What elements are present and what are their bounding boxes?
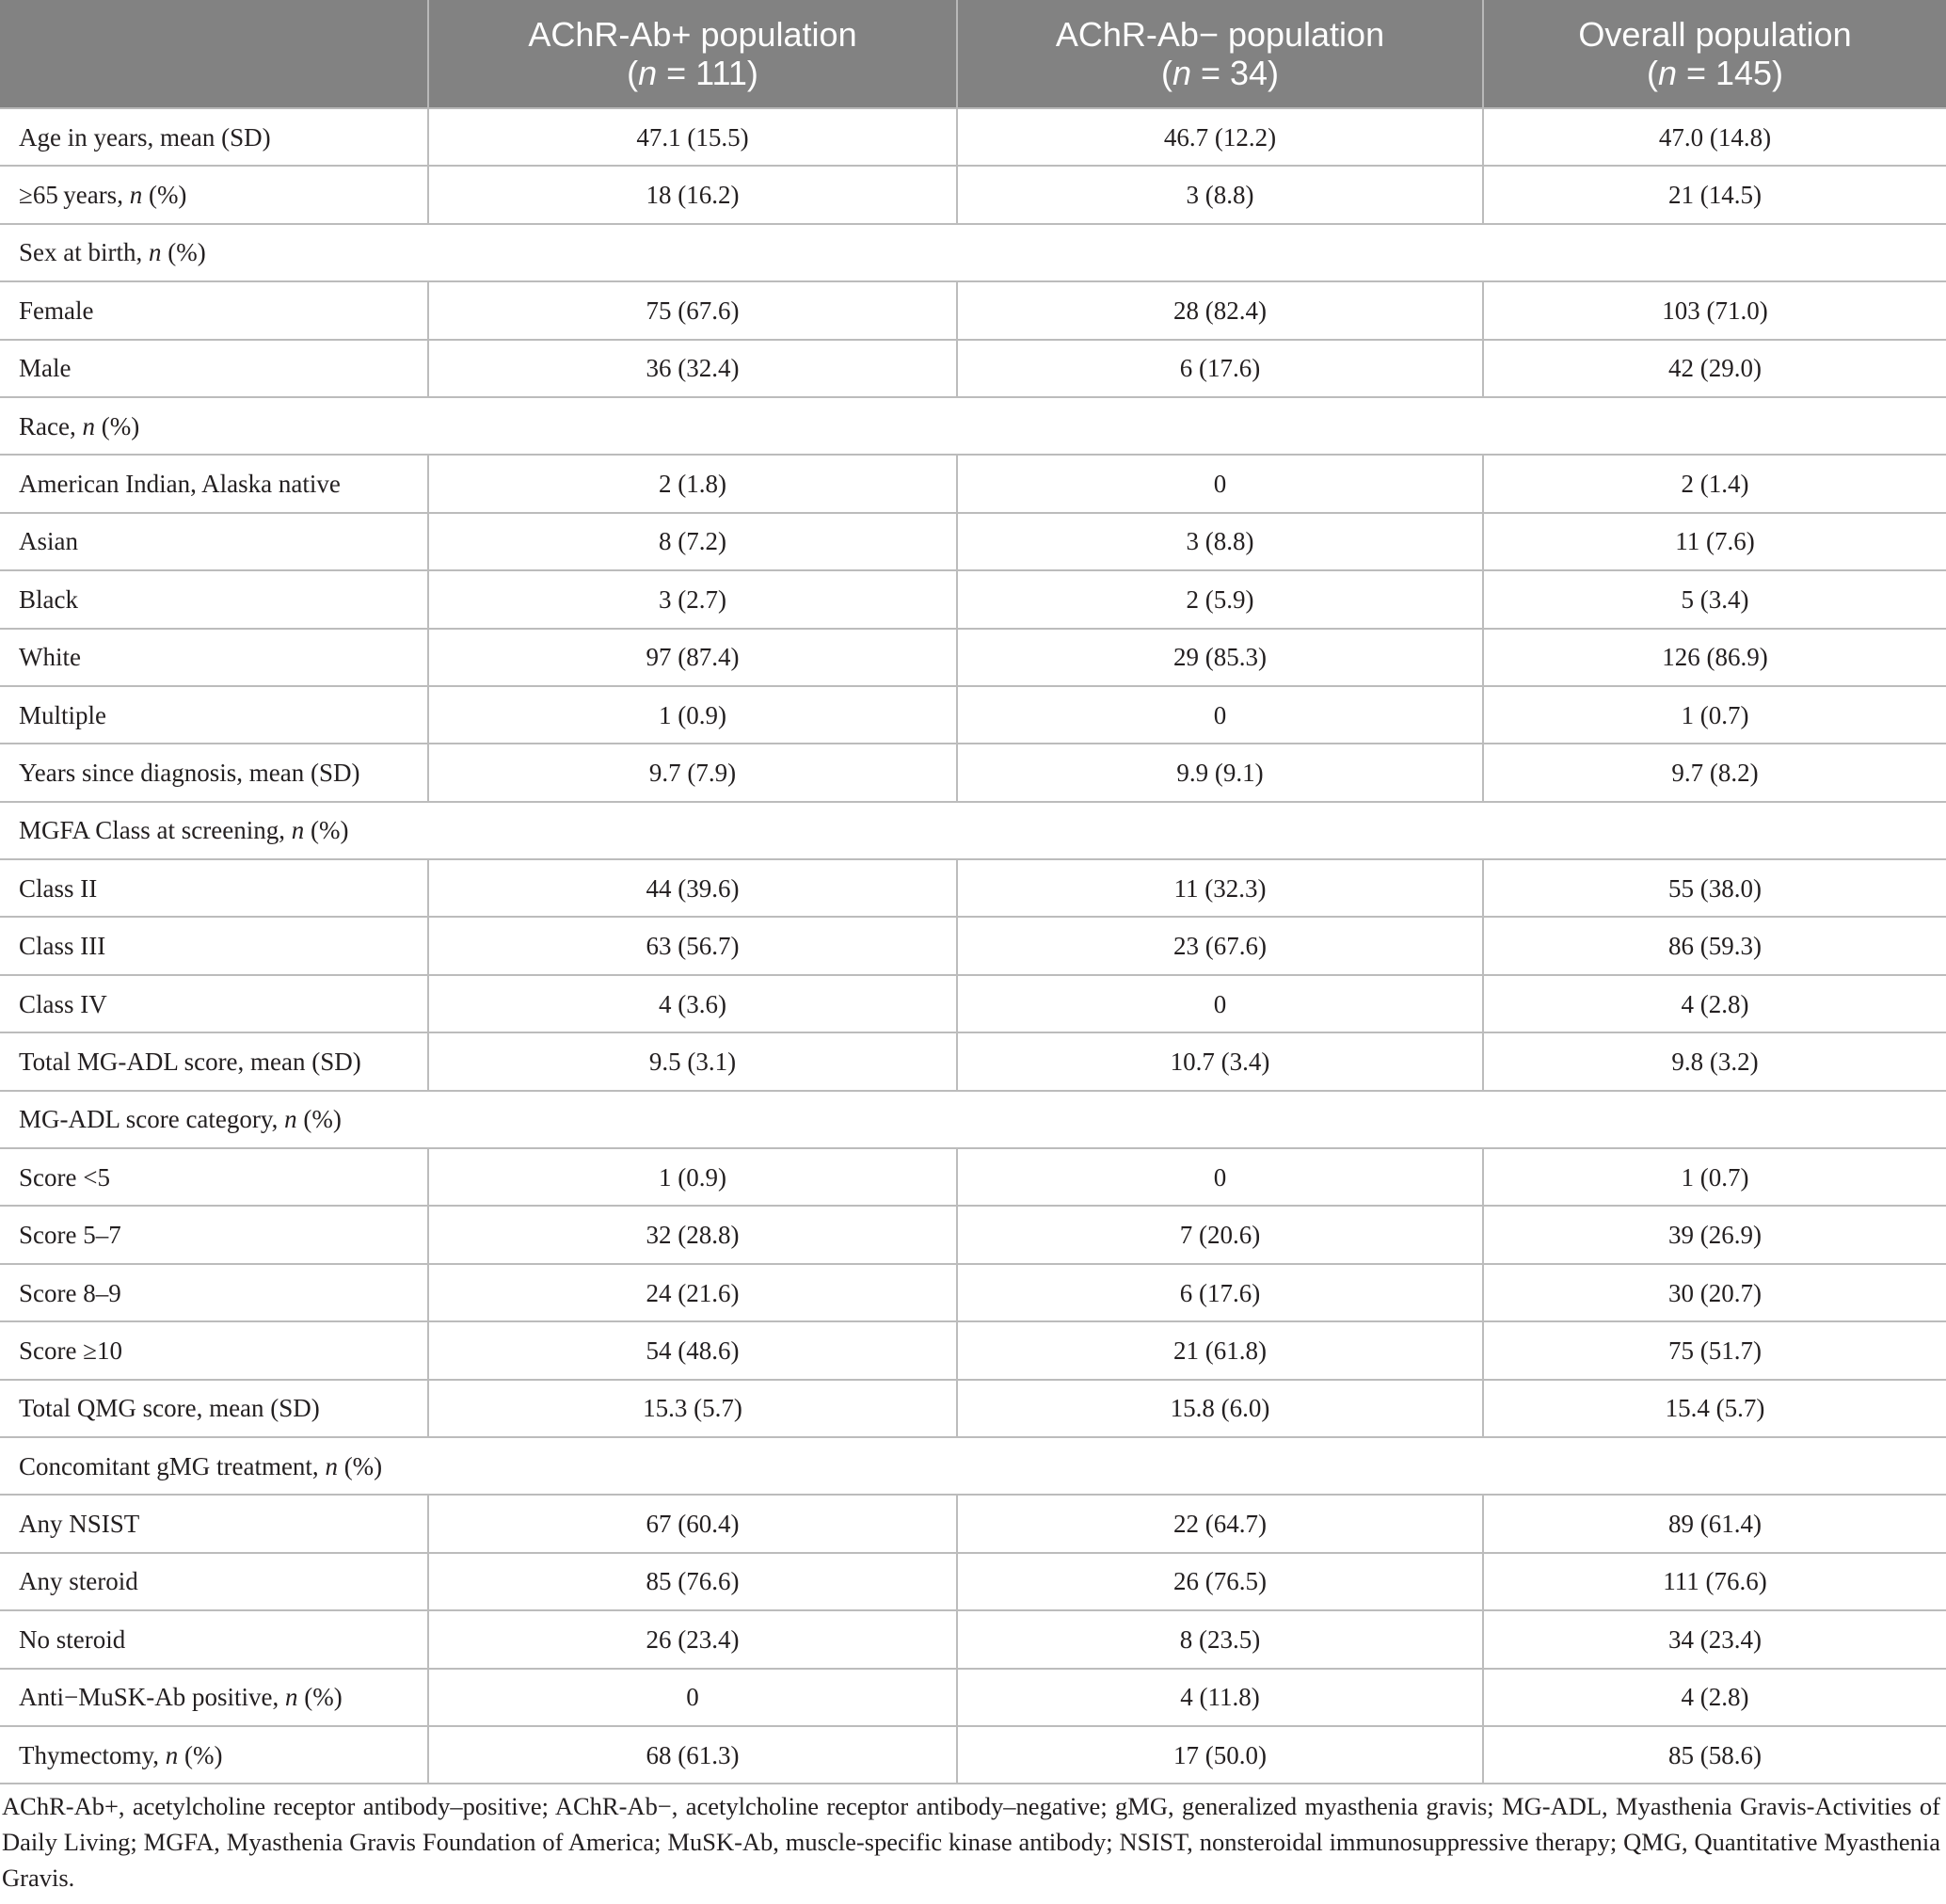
row-label: No steroid xyxy=(0,1610,428,1668)
value-achr-ab-positive: 9.7 (7.9) xyxy=(428,744,957,801)
header-title-achr-ab-positive: AChR-Ab+ population xyxy=(528,15,857,54)
table-section-row xyxy=(0,1437,1946,1495)
header-n-overall: (n = 145) xyxy=(1646,54,1784,92)
value-achr-ab-negative: 22 (64.7) xyxy=(957,1495,1483,1552)
value-achr-ab-negative: 0 xyxy=(957,1148,1483,1206)
value-overall: 1 (0.7) xyxy=(1483,686,1946,744)
value-achr-ab-positive: 97 (87.4) xyxy=(428,629,957,686)
value-achr-ab-negative: 3 (8.8) xyxy=(957,513,1483,570)
value-overall: 9.8 (3.2) xyxy=(1483,1032,1946,1090)
header-title-achr-ab-negative: AChR-Ab− population xyxy=(1055,15,1385,54)
row-label: Score ≥10 xyxy=(0,1321,428,1379)
value-overall: 103 (71.0) xyxy=(1483,281,1946,339)
table-row xyxy=(0,1264,1946,1321)
value-overall: 30 (20.7) xyxy=(1483,1264,1946,1321)
section-label: MGFA Class at screening, n (%) xyxy=(0,802,1946,859)
row-label: Anti−MuSK-Ab positive, n (%) xyxy=(0,1669,428,1726)
value-achr-ab-negative: 28 (82.4) xyxy=(957,281,1483,339)
value-achr-ab-positive: 8 (7.2) xyxy=(428,513,957,570)
header-n-achr-ab-negative: (n = 34) xyxy=(1160,54,1280,92)
table-row xyxy=(0,455,1946,512)
table-row xyxy=(0,917,1946,974)
value-achr-ab-positive: 0 xyxy=(428,1669,957,1726)
header-title-overall: Overall population xyxy=(1578,15,1852,54)
value-achr-ab-negative: 8 (23.5) xyxy=(957,1610,1483,1668)
header-cell-characteristic xyxy=(0,0,428,108)
section-label: MG-ADL score category, n (%) xyxy=(0,1091,1946,1148)
value-achr-ab-negative: 0 xyxy=(957,455,1483,512)
table-row xyxy=(0,1380,1946,1437)
row-label: Class II xyxy=(0,859,428,917)
value-overall: 75 (51.7) xyxy=(1483,1321,1946,1379)
value-achr-ab-negative: 3 (8.8) xyxy=(957,166,1483,223)
row-label: Total QMG score, mean (SD) xyxy=(0,1380,428,1437)
value-achr-ab-positive: 4 (3.6) xyxy=(428,975,957,1032)
table-row xyxy=(0,1321,1946,1379)
row-label: ≥65 years, n (%) xyxy=(0,166,428,223)
value-achr-ab-negative: 15.8 (6.0) xyxy=(957,1380,1483,1437)
value-achr-ab-negative: 11 (32.3) xyxy=(957,859,1483,917)
table-row xyxy=(0,1726,1946,1784)
table-header xyxy=(0,0,1946,108)
table-row xyxy=(0,744,1946,801)
row-label: Age in years, mean (SD) xyxy=(0,108,428,166)
value-achr-ab-negative: 7 (20.6) xyxy=(957,1206,1483,1263)
row-label: Black xyxy=(0,570,428,628)
value-overall: 55 (38.0) xyxy=(1483,859,1946,917)
value-achr-ab-positive: 63 (56.7) xyxy=(428,917,957,974)
row-label: Asian xyxy=(0,513,428,570)
value-overall: 15.4 (5.7) xyxy=(1483,1380,1946,1437)
row-label: Score 8–9 xyxy=(0,1264,428,1321)
header-n-achr-ab-positive: (n = 111) xyxy=(627,54,758,92)
value-overall: 39 (26.9) xyxy=(1483,1206,1946,1263)
table-row xyxy=(0,340,1946,397)
value-overall: 11 (7.6) xyxy=(1483,513,1946,570)
value-achr-ab-negative: 26 (76.5) xyxy=(957,1553,1483,1610)
value-achr-ab-negative: 0 xyxy=(957,975,1483,1032)
row-label: Score <5 xyxy=(0,1148,428,1206)
value-achr-ab-negative: 21 (61.8) xyxy=(957,1321,1483,1379)
table-row xyxy=(0,281,1946,339)
table-row xyxy=(0,629,1946,686)
value-overall: 1 (0.7) xyxy=(1483,1148,1946,1206)
value-achr-ab-negative: 6 (17.6) xyxy=(957,1264,1483,1321)
value-overall: 4 (2.8) xyxy=(1483,975,1946,1032)
row-label: Years since diagnosis, mean (SD) xyxy=(0,744,428,801)
table-row xyxy=(0,1553,1946,1610)
value-achr-ab-positive: 2 (1.8) xyxy=(428,455,957,512)
value-overall: 21 (14.5) xyxy=(1483,166,1946,223)
value-overall: 126 (86.9) xyxy=(1483,629,1946,686)
value-achr-ab-positive: 15.3 (5.7) xyxy=(428,1380,957,1437)
value-achr-ab-positive: 1 (0.9) xyxy=(428,1148,957,1206)
value-achr-ab-positive: 85 (76.6) xyxy=(428,1553,957,1610)
section-label: Race, n (%) xyxy=(0,397,1946,455)
value-achr-ab-negative: 23 (67.6) xyxy=(957,917,1483,974)
table-row xyxy=(0,1148,1946,1206)
value-achr-ab-negative: 46.7 (12.2) xyxy=(957,108,1483,166)
table-row xyxy=(0,513,1946,570)
row-label: White xyxy=(0,629,428,686)
header-cell-achr-ab-positive xyxy=(428,0,957,108)
table-row xyxy=(0,1495,1946,1552)
value-overall: 4 (2.8) xyxy=(1483,1669,1946,1726)
table-row xyxy=(0,570,1946,628)
value-achr-ab-positive: 1 (0.9) xyxy=(428,686,957,744)
value-overall: 85 (58.6) xyxy=(1483,1726,1946,1784)
value-achr-ab-positive: 44 (39.6) xyxy=(428,859,957,917)
value-overall: 5 (3.4) xyxy=(1483,570,1946,628)
value-achr-ab-negative: 0 xyxy=(957,686,1483,744)
row-label: Thymectomy, n (%) xyxy=(0,1726,428,1784)
header-cell-achr-ab-negative xyxy=(957,0,1483,108)
value-overall: 111 (76.6) xyxy=(1483,1553,1946,1610)
value-achr-ab-negative: 17 (50.0) xyxy=(957,1726,1483,1784)
value-achr-ab-positive: 3 (2.7) xyxy=(428,570,957,628)
row-label: Total MG-ADL score, mean (SD) xyxy=(0,1032,428,1090)
table-row xyxy=(0,166,1946,223)
row-label: Class IV xyxy=(0,975,428,1032)
table-section-row xyxy=(0,224,1946,281)
value-achr-ab-positive: 68 (61.3) xyxy=(428,1726,957,1784)
value-achr-ab-negative: 9.9 (9.1) xyxy=(957,744,1483,801)
row-label: Class III xyxy=(0,917,428,974)
value-achr-ab-positive: 67 (60.4) xyxy=(428,1495,957,1552)
table-row xyxy=(0,686,1946,744)
value-achr-ab-positive: 47.1 (15.5) xyxy=(428,108,957,166)
row-label: Multiple xyxy=(0,686,428,744)
section-label: Concomitant gMG treatment, n (%) xyxy=(0,1437,1946,1495)
table-section-row xyxy=(0,802,1946,859)
value-achr-ab-negative: 4 (11.8) xyxy=(957,1669,1483,1726)
value-achr-ab-positive: 54 (48.6) xyxy=(428,1321,957,1379)
value-overall: 89 (61.4) xyxy=(1483,1495,1946,1552)
table-section-row xyxy=(0,397,1946,455)
table-row xyxy=(0,1610,1946,1668)
value-achr-ab-positive: 36 (32.4) xyxy=(428,340,957,397)
value-overall: 42 (29.0) xyxy=(1483,340,1946,397)
value-achr-ab-positive: 75 (67.6) xyxy=(428,281,957,339)
value-achr-ab-negative: 2 (5.9) xyxy=(957,570,1483,628)
table-body xyxy=(0,108,1946,1784)
value-achr-ab-positive: 18 (16.2) xyxy=(428,166,957,223)
header-row xyxy=(0,0,1946,108)
row-label: Female xyxy=(0,281,428,339)
value-achr-ab-positive: 24 (21.6) xyxy=(428,1264,957,1321)
table-section-row xyxy=(0,1091,1946,1148)
row-label: Any NSIST xyxy=(0,1495,428,1552)
row-label: Any steroid xyxy=(0,1553,428,1610)
table-row xyxy=(0,1032,1946,1090)
row-label: American Indian, Alaska native xyxy=(0,455,428,512)
table-row xyxy=(0,975,1946,1032)
value-overall: 86 (59.3) xyxy=(1483,917,1946,974)
value-achr-ab-negative: 6 (17.6) xyxy=(957,340,1483,397)
table-row xyxy=(0,1206,1946,1263)
value-overall: 47.0 (14.8) xyxy=(1483,108,1946,166)
row-label: Score 5–7 xyxy=(0,1206,428,1263)
value-achr-ab-negative: 10.7 (3.4) xyxy=(957,1032,1483,1090)
value-overall: 2 (1.4) xyxy=(1483,455,1946,512)
table-row xyxy=(0,1669,1946,1726)
table-row xyxy=(0,108,1946,166)
header-cell-overall xyxy=(1483,0,1946,108)
value-achr-ab-positive: 32 (28.8) xyxy=(428,1206,957,1263)
table-footnote: AChR-Ab+, acetylcholine receptor antibody–positive; AChR-Ab−, acetylcholine receptor antibody–negative; gMG, generalized myasthenia gravis; MG-ADL, Myasthenia Gravis-Activities of Daily Living; MGFA, Myasthenia Gravis Foundation of America; MuSK-Ab, muscle-specific kinase antibody; NSIST, nonsteroidal immunosuppressive therapy; QMG, Quantitative Myasthenia Gravis. xyxy=(2,1792,1940,1892)
value-overall: 34 (23.4) xyxy=(1483,1610,1946,1668)
value-achr-ab-negative: 29 (85.3) xyxy=(957,629,1483,686)
value-achr-ab-positive: 9.5 (3.1) xyxy=(428,1032,957,1090)
value-achr-ab-positive: 26 (23.4) xyxy=(428,1610,957,1668)
value-overall: 9.7 (8.2) xyxy=(1483,744,1946,801)
section-label: Sex at birth, n (%) xyxy=(0,224,1946,281)
row-label: Male xyxy=(0,340,428,397)
table-row xyxy=(0,859,1946,917)
